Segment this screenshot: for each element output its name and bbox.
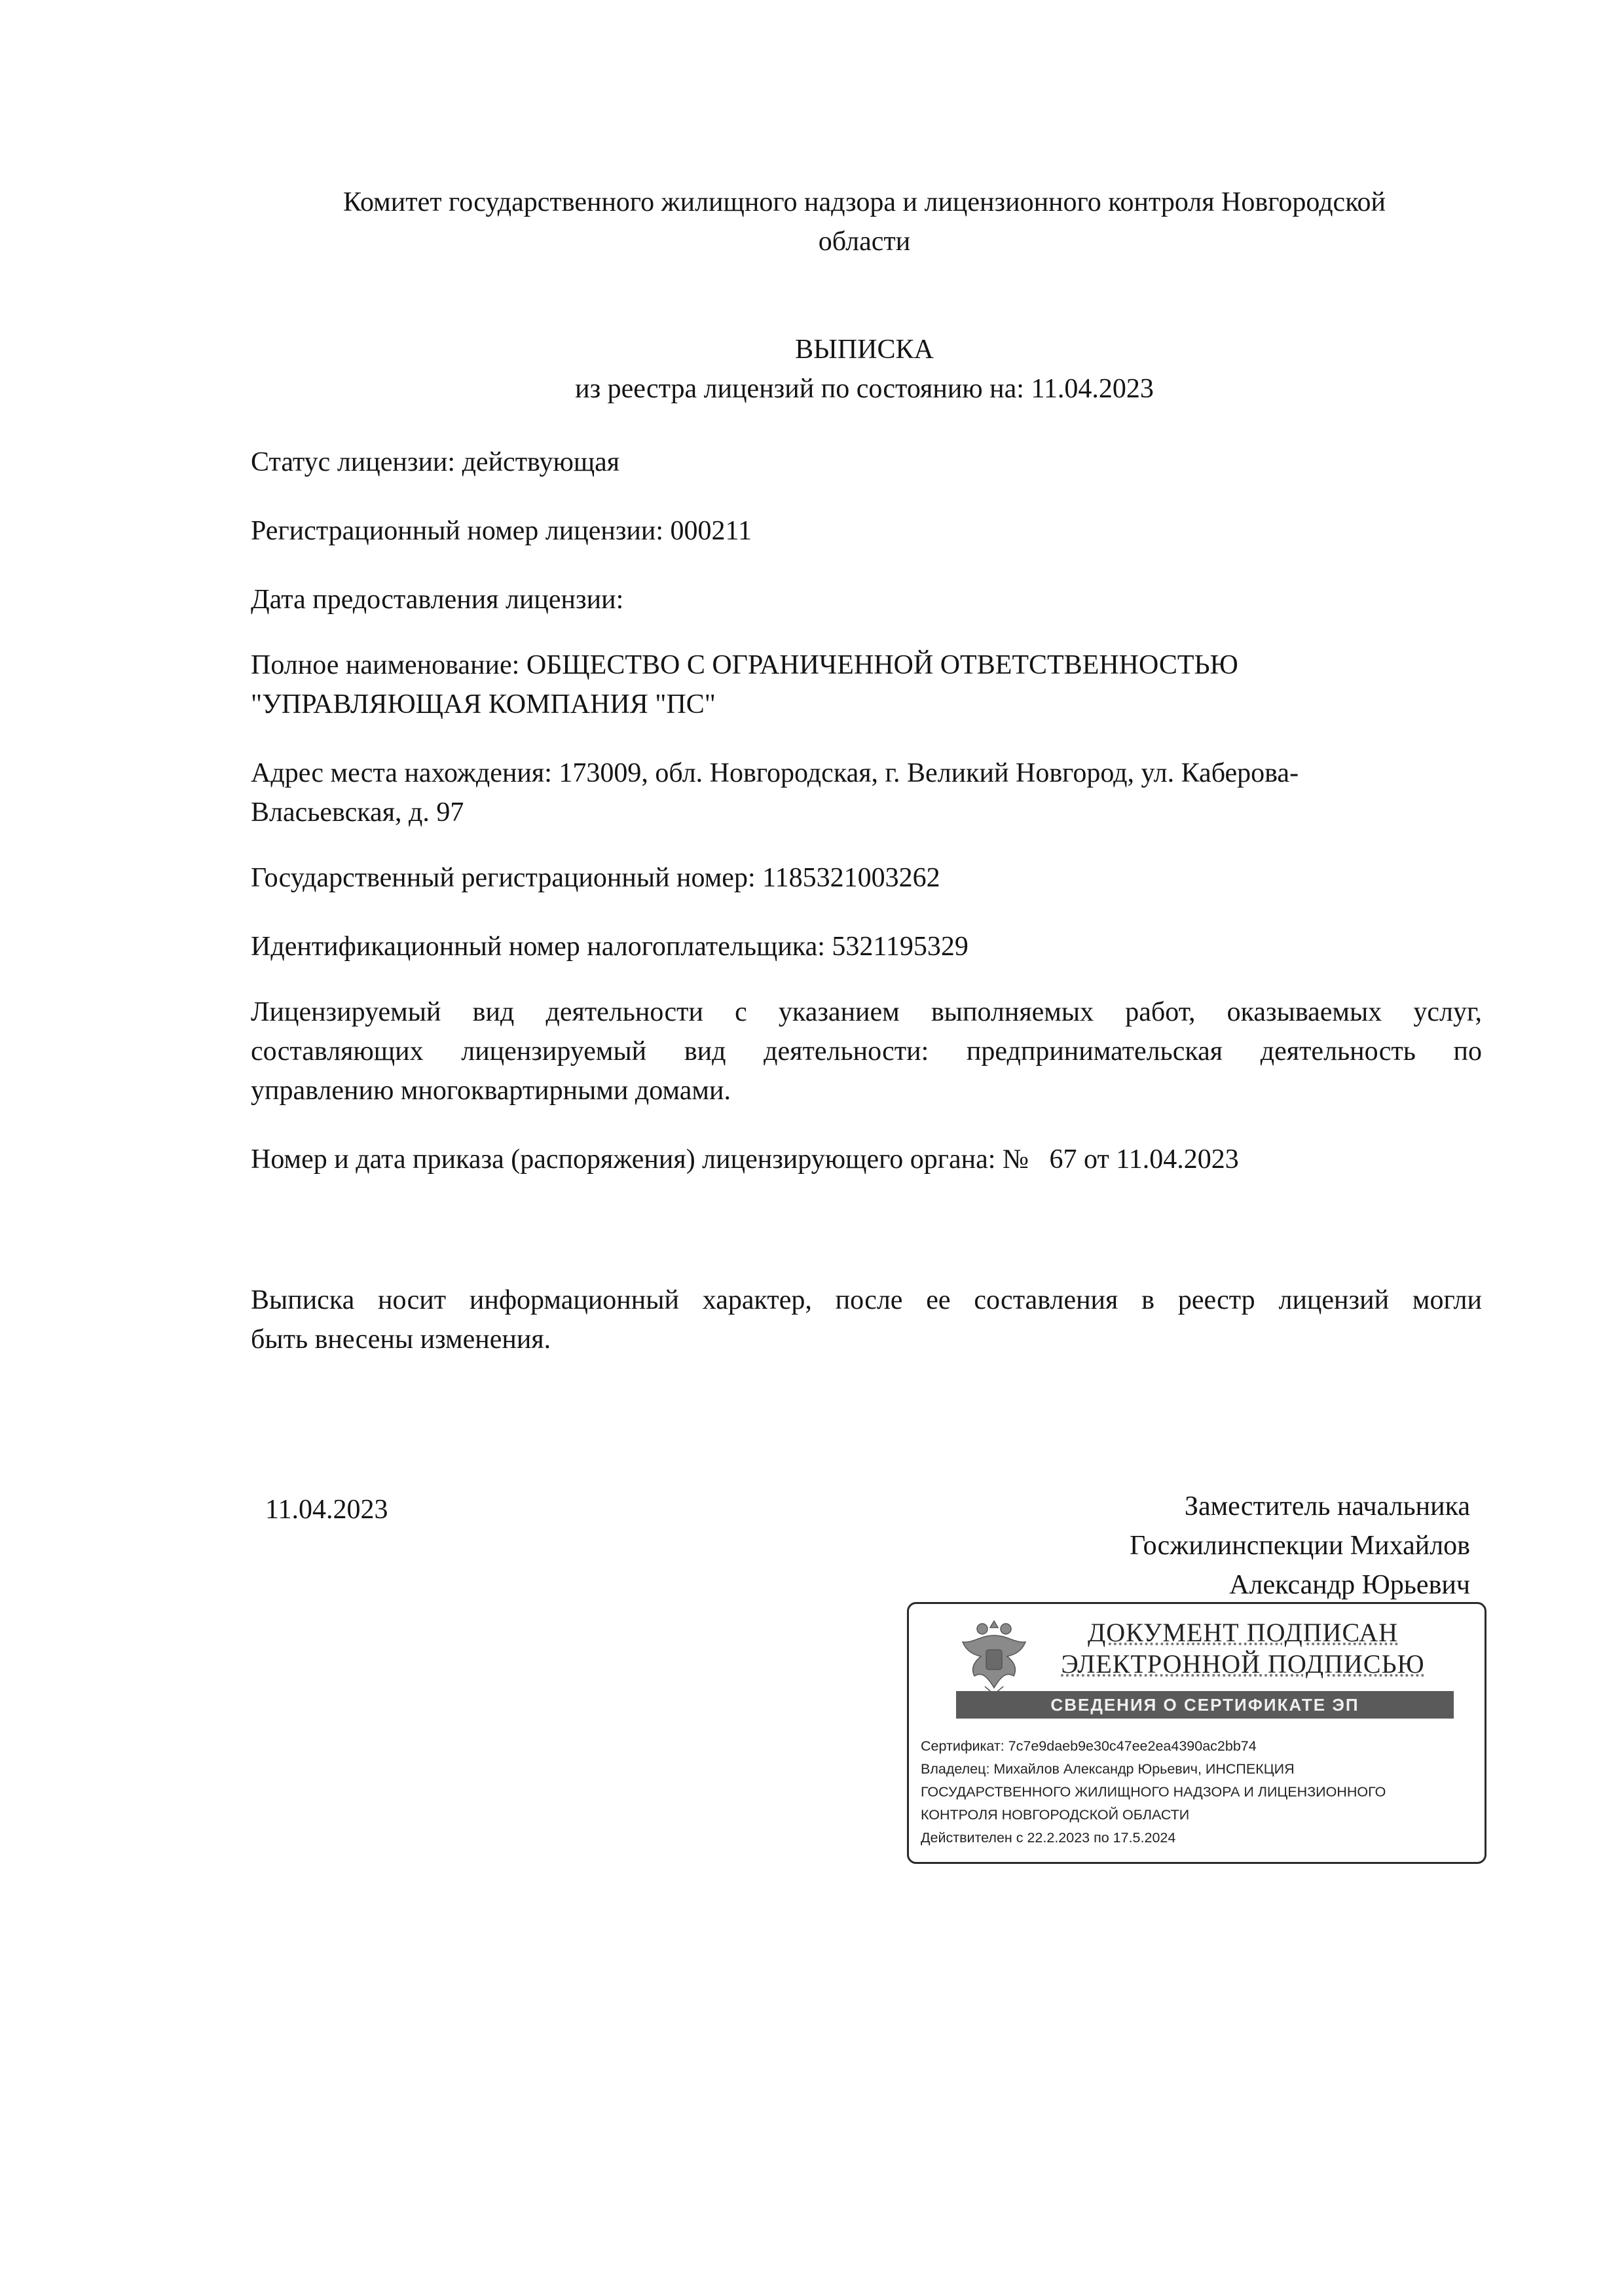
certificate-number: Сертификат: 7c7e9daeb9e30c47ee2ea4390ac2bb74: [921, 1738, 1257, 1754]
coat-of-arms-icon: [955, 1616, 1033, 1698]
ogrn-number: Государственный регистрационный номер: 1185321003262: [251, 863, 940, 893]
stamp-title: [1033, 1617, 1452, 1680]
license-reg-number: Регистрационный номер лицензии: 000211: [251, 516, 752, 546]
order-number-date: Номер и дата приказа (распоряжения) лицензирующего органа: № 67 от 11.04.2023: [251, 1144, 1239, 1175]
signer-position: Заместитель начальника: [1184, 1491, 1470, 1522]
full-name-line2: "УПРАВЛЯЮЩАЯ КОМПАНИЯ "ПС": [251, 689, 716, 720]
certificate-validity: Действителен с 22.2.2023 по 17.5.2024: [921, 1830, 1176, 1846]
footer-date: 11.04.2023: [265, 1495, 388, 1525]
activity-line3: управлению многоквартирными домами.: [251, 1076, 731, 1106]
document-subtitle: из реестра лицензий по состоянию на: 11.04.2023: [575, 374, 1154, 404]
address-line1: Адрес места нахождения: 173009, обл. Новгородская, г. Великий Новгород, ул. Каберова-: [251, 758, 1299, 788]
inn-number: Идентификационный номер налогоплательщика: 5321195329: [251, 932, 969, 962]
notice-line2: быть внесены изменения.: [251, 1324, 551, 1355]
stamp-title-line2: ЭЛЕКТРОННОЙ ПОДПИСЬЮ: [1061, 1649, 1425, 1679]
document-title: ВЫПИСКА: [795, 335, 934, 365]
license-status: Статус лицензии: действующая: [251, 447, 620, 477]
electronic-signature-stamp: [907, 1602, 1486, 1864]
certificate-owner-line3: КОНТРОЛЯ НОВГОРОДСКОЙ ОБЛАСТИ: [921, 1807, 1190, 1823]
header-organization-line2: области: [818, 227, 911, 257]
signer-name: Александр Юрьевич: [1229, 1570, 1470, 1600]
activity-line2: составляющих лицензируемый вид деятельности: предпринимательская деятельность по: [251, 1036, 1482, 1066]
certificate-info-bar: СВЕДЕНИЯ О СЕРТИФИКАТЕ ЭП: [956, 1691, 1454, 1719]
signer-organization: Госжилинспекции Михайлов: [1130, 1531, 1470, 1561]
full-name-line1: Полное наименование: ОБЩЕСТВО С ОГРАНИЧЕННОЙ ОТВЕТСТВЕННОСТЬЮ: [251, 650, 1238, 680]
certificate-owner-line2: ГОСУДАРСТВЕННОГО ЖИЛИЩНОГО НАДЗОРА И ЛИЦЕНЗИОННОГО: [921, 1784, 1386, 1800]
license-grant-date: Дата предоставления лицензии:: [251, 585, 624, 615]
activity-line1: Лицензируемый вид деятельности с указанием выполняемых работ, оказываемых услуг,: [251, 997, 1482, 1027]
header-organization-line1: Комитет государственного жилищного надзора и лицензионного контроля Новгородской: [343, 187, 1386, 217]
certificate-owner-line1: Владелец: Михайлов Александр Юрьевич, ИНСПЕКЦИЯ: [921, 1761, 1295, 1777]
stamp-title-line1: ДОКУМЕНТ ПОДПИСАН: [1088, 1618, 1398, 1647]
address-line2: Власьевская, д. 97: [251, 797, 464, 828]
notice-line1: Выписка носит информационный характер, после ее составления в реестр лицензий могли: [251, 1285, 1482, 1315]
